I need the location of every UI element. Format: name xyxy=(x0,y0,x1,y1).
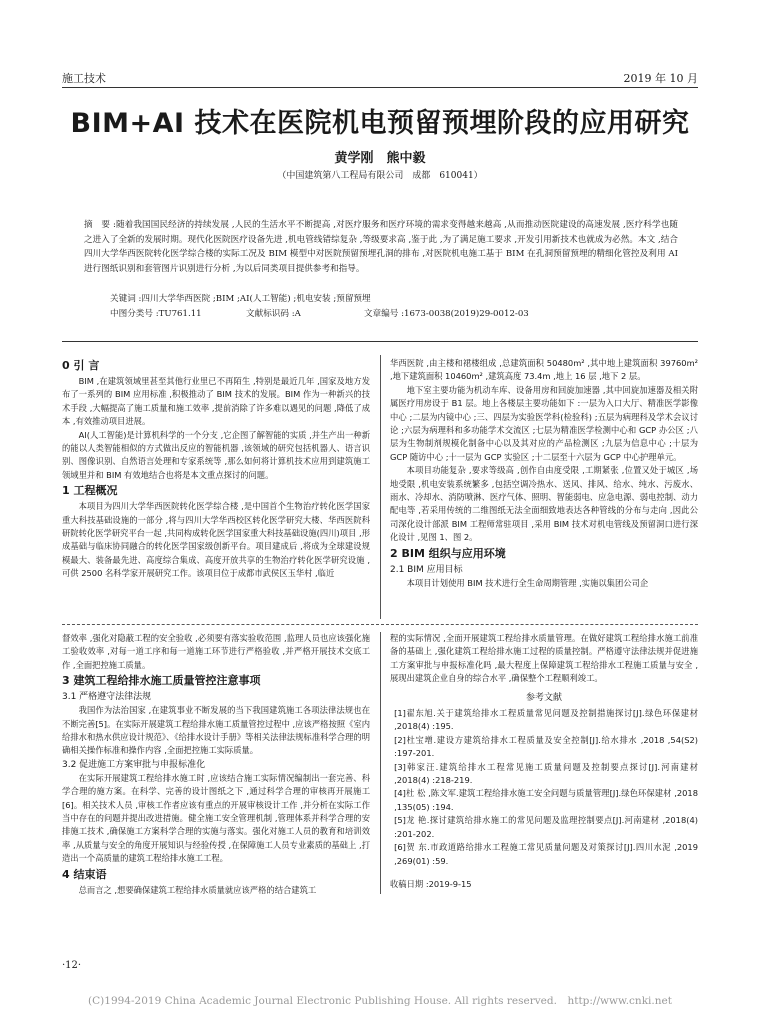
paragraph: 我国作为法治国家 ,在建筑事业不断发展的当下我国建筑施工各项法律法规也在不断完善[5]。在实际开展建筑工程给排水施工质量管控过程中 ,应该严格按照《室内给排水和热水供应设计规范》、《给排水设计手册》等相关法律法规标准科学合理的明确相关操作标准和操作内容 ,全面把控施工实际质量。 xyxy=(62,705,370,756)
running-header-date: 2019 年 10 月 xyxy=(623,72,698,85)
reference-item: [4]杜 松 ,陈文军.建筑工程给排水施工安全问题与质量管理[J].绿色环保建材 ,2018 ,135(05) :194. xyxy=(394,788,698,812)
reference-item: [5]龙 艳.探讨建筑给排水施工的常见问题及监理控制要点[J].河南建材 ,2018(4) :201-202. xyxy=(394,815,698,839)
abstract: 摘 要 :随着我国国民经济的持续发展 ,人民的生活水平不断提高 ,对医疗服务和医疗环境的需求变得越来越高 ,从而推动医院建设的高速发展 ,医疗科学也随之进入了全新的发展时期。现代化医院医疗设备先进 ,机电管线错综复杂 ,等级要求高 ,鉴于此 ,为了满足施工要求 ,开发引用新技术也就成为必然。本文 ,结合四川大学华西医院转化医学综合楼的实际工况及 BIM 模型中对医院预留预埋孔洞的排布 ,对医院机电施工基于 BIM 在孔洞预留预埋的精细化管控及利用 AI 进行图纸识别和套管图片识别进行分析 ,为以后同类项目提供参考和指导。 xyxy=(84,220,678,274)
received-date: 收稿日期 :2019-9-15 xyxy=(390,878,472,889)
subsection-heading: 2.1 BIM 应用目标 xyxy=(390,564,463,575)
reference-item: [6]贺 东.市政道路给排水工程施工常见质量问题及对策探讨[J].四川水泥 ,2019 ,269(01) :59. xyxy=(394,842,698,866)
upper-left-column xyxy=(62,357,370,581)
article-number: 文章编号 :1673-0038(2019)29-0012-03 xyxy=(364,309,529,319)
lower-right-column xyxy=(390,632,698,891)
paragraph: 在实际开展建筑工程给排水施工时 ,应该结合施工实际情况编制出一套完善、科学合理的施方案。在科学、完善的设计图纸之下 ,通过科学合理的审核再开展施工[6]。相关技术人员 ,审核工作者应该有重点的开展审核设计工作 ,并分析在实际工作当中存在的问题并提出改进措施。健全施工安全管理机制 ,管理体系并科学合理的安排施工技术 ,确保施工方案科学合理的实施与落实。强化对施工人员的教育和培训效率 ,从质量与安全的角度开展知识与经验传授 ,在保障施工人员专业素质的基础上 ,打造出一个高质量的建筑工程给排水施工工程。 xyxy=(62,772,370,864)
paragraph: 华西医院 ,由主楼和裙楼组成 ,总建筑面积 50480m² ,其中地上建筑面积 39760m² ,地下建筑面积 10460m² ,建筑高度 73.4m ,地上 16 层 ,地下 2 层。 xyxy=(390,358,698,382)
references-heading: 参考文献 xyxy=(525,692,562,703)
section-heading: 0 引 言 xyxy=(62,359,100,372)
paper-title: BIM+AI 技术在医院机电预留预埋阶段的应用研究 xyxy=(70,108,690,139)
affiliation: （中国建筑第八工程局有限公司 成都 610041） xyxy=(277,171,483,181)
running-header-journal: 施工技术 xyxy=(62,72,106,85)
paragraph: BIM ,在建筑领域里甚至其他行业里已不再陌生 ,特别是最近几年 ,国家及地方发布了一系列的 BIM 应用标准 ,积极推动了 BIM 技术的发展。BIM 作为一种新兴的技术手段 ,大幅提高了施工质量和施工效率 ,提前消除了许多难以遇见的问题 ,降低了成本 ,有效推动项目进展。 xyxy=(62,376,370,427)
copyright-footer: (C)1994-2019 China Academic Journal Electronic Publishing House. All rights reserved. http://www.cnki.net xyxy=(88,995,672,1007)
authors: 黄学刚 熊中毅 xyxy=(334,151,426,166)
paragraph: 程的实际情况 ,全面开展建筑工程给排水质量管理。在做好建筑工程给排水施工前准备的基础上 ,强化建筑工程给排水施工过程的质量控制。严格遵守法律法规并促进施工方案审批与申报标准化吗 ,最大程度上保障建筑工程给排水工程施工质量与安全 ,展现出建筑企业自身的综合水平 ,确保整个工程顺利竣工。 xyxy=(390,633,698,684)
page-number: ·12· xyxy=(62,960,82,971)
document-code: 文献标识码 :A xyxy=(246,309,301,319)
reference-item: [3]韩家汪.建筑给排水工程常见施工质量问题及控制要点探讨[J].河南建材 ,2018(4) :218-219. xyxy=(394,761,698,786)
section-heading: 2 BIM 组织与应用环境 xyxy=(390,546,506,560)
reference-item: [1]翟东旭.关于建筑给排水工程质量常见问题及控制措施探讨[J].绿色环保建材 ,2018(4) :195. xyxy=(394,708,698,732)
paragraph: 督效率 ,强化对隐蔽工程的安全验收 ,必须要有落实验收范围 ,监理人员也应该强化施工验收效率 ,对每一道工序和每一道施工环节进行严格验收 ,并严格开展技术交底工作 ,全面把控施工质量。 xyxy=(62,633,370,670)
lower-left-column xyxy=(62,632,370,897)
keywords: 关键词 :四川大学华西医院 ;BIM ;AI(人工智能) ;机电安装 ;预留预埋 xyxy=(110,294,371,304)
section-heading: 4 结束语 xyxy=(62,867,107,881)
paragraph: 总而言之 ,想要确保建筑工程给排水质量就应该严格的结合建筑工 xyxy=(78,884,317,895)
section-heading: 3 建筑工程给排水施工质量管控注意事项 xyxy=(62,674,261,688)
paragraph: 地下室主要功能为机动车库、设备用房和回旋加速器 ,其中回旋加速器及相关附属医疗用房设于 B1 层。地上各楼层主要功能如下 :一层为入口大厅、精准医学影像中心 ;二层为内镜中心 ;三、四层为实验医学科(检验科) ;五层为病理科及学术会议讨论 ;六层为病理科和多功能学术交流区 ;七层为精准医学检测中心和 GCP 办公区 ;八层为生物制剂规模化制备中心以及其对应的产品检测区 ;九层为信息中心 ;十层为 GCP 随访中心 ;十一层为 GCP 实验区 ;十二层至十六层为 GCP 中心护理单元。 xyxy=(390,384,698,462)
paragraph: 本项目计划使用 BIM 技术进行全生命周期管理 ,实施以集团公司企 xyxy=(406,577,649,588)
header-rule xyxy=(62,87,698,88)
column-divider xyxy=(380,632,381,894)
reference-item: [2]杜宝增.建设方建筑给排水工程质量及安全控制[J].给水排水 ,2018 ,54(S2) :197-201. xyxy=(394,734,698,759)
upper-right-column xyxy=(390,357,698,590)
paragraph: AI(人工智能)是计算机科学的一个分支 ,它企图了解智能的实质 ,并生产出一种新的能以人类智能相似的方式做出反应的智能机器 ,该领域的研究包括机器人、语言识别、图像识别、自然语言处理和专家系统等 ,那么如何将计算机技术应用到建筑施工领域里并和 BIM 有效地结合也将是本文重点探讨的问题。 xyxy=(62,429,370,480)
article-separator xyxy=(62,624,698,625)
column-divider xyxy=(380,355,381,619)
subsection-heading: 3.2 促进施工方案审批与申报标准化 xyxy=(62,759,206,770)
paragraph: 本项目功能复杂 ,要求等级高 ,创作自由度受限 ,工期紧张 ,位置又处于城区 ,场地受限 ,机电安装系统繁多 ,包括空调冷热水、送风、排风、给水、纯水、污废水、雨水、冷却水、消防喷淋、医疗气体、照明、智能弱电、应急电源、弱电控制、动力配电等 ,若采用传统的二维图纸无法全面细致地表达各种管线的分布与走向 ,因此公司深化设计部派 BIM 工程师常驻项目 ,采用 BIM 技术对机电管线及预留洞口进行深化设计 ,见图 1、图 2。 xyxy=(390,465,698,543)
classification-number: 中图分类号 :TU761.11 xyxy=(110,309,202,319)
paragraph: 本项目为四川大学华西医院转化医学综合楼 ,是中国首个生物治疗转化医学国家重大科技基础设施的一部分 ,将与四川大学华西校区转化医学研究大楼、华西医院科研院转化医学研究平台一起 ,共同构成转化医学国家重大科技基础设施(四川)项目 ,形成基础与临床协同融合的转化医学国家级创新平台。项目建成后 ,将成为全球建设规模最大、装备最先进、高度综合集成、高度开放共享的生物治疗转化医学研究设施 ,可供 2500 名科学家开展研究工作。该项目位于成都市武侯区玉华村 ,临近 xyxy=(62,501,370,579)
subsection-heading: 3.1 严格遵守法律法规 xyxy=(62,692,152,703)
section-heading: 1 工程概况 xyxy=(62,484,118,498)
abstract-rule xyxy=(62,341,698,342)
